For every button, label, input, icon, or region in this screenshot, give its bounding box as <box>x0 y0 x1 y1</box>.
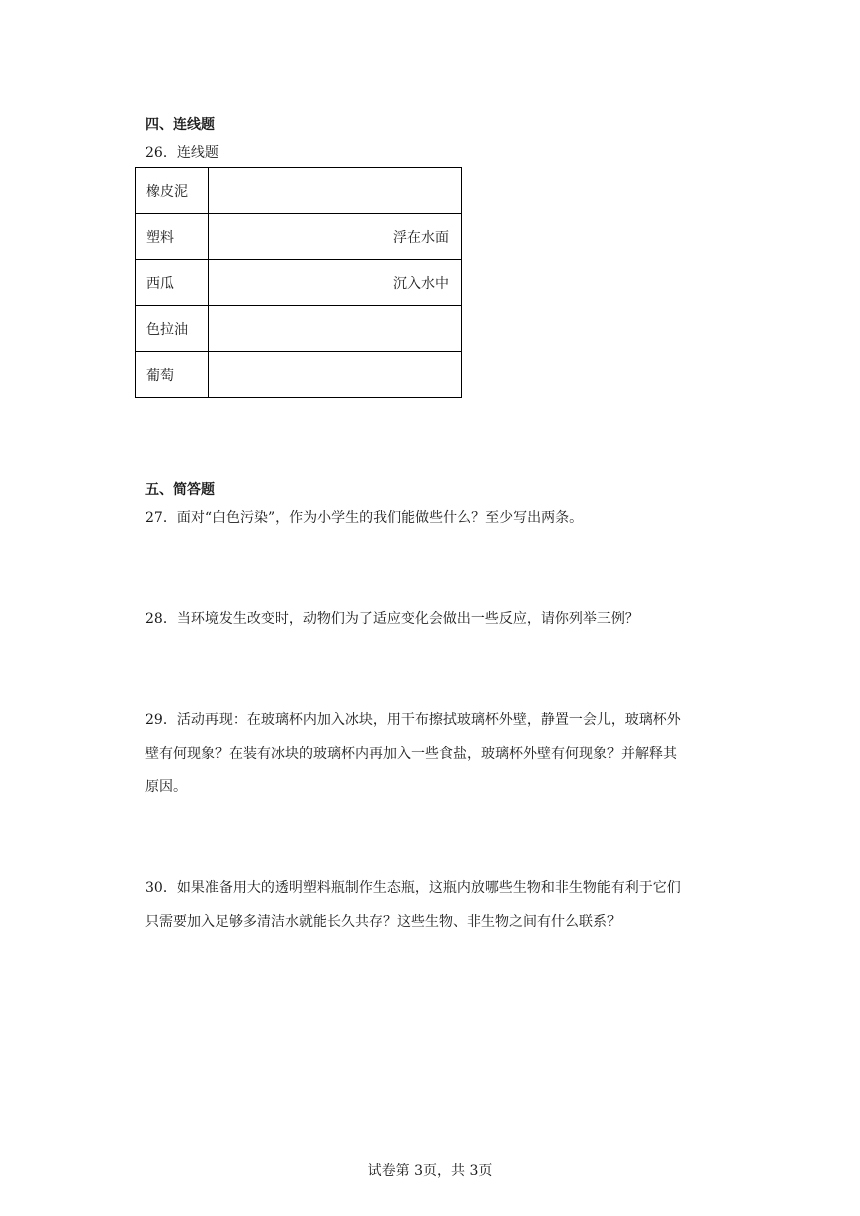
matching-option <box>209 352 462 398</box>
matching-table <box>135 167 462 398</box>
matching-item: 葡萄 <box>136 352 209 398</box>
matching-item: 色拉油 <box>136 306 209 352</box>
page-footer: 试卷第 3页，共 3页 <box>367 1163 493 1179</box>
section-heading-matching: 四、连线题 <box>145 117 215 133</box>
matching-item: 橡皮泥 <box>136 168 209 214</box>
table-row <box>136 260 462 306</box>
table-row <box>136 214 462 260</box>
question-30-line-2: 只需要加入足够多清洁水就能长久共存？这些生物、非生物之间有什么联系？ <box>145 914 621 930</box>
question-29-line-1: 29．活动再现：在玻璃杯内加入冰块，用干布擦拭玻璃杯外壁，静置一会儿，玻璃杯外 <box>145 712 681 728</box>
matching-option: 沉入水中 <box>209 260 462 306</box>
table-row <box>136 306 462 352</box>
section-heading-short-answer: 五、简答题 <box>145 482 215 498</box>
matching-item: 塑料 <box>136 214 209 260</box>
question-30-line-1: 30．如果准备用大的透明塑料瓶制作生态瓶，这瓶内放哪些生物和非生物能有利于它们 <box>145 880 681 896</box>
question-28: 28．当环境发生改变时，动物们为了适应变化会做出一些反应，请你列举三例？ <box>145 611 639 627</box>
question-27: 27．面对“白色污染”，作为小学生的我们能做些什么？至少写出两条。 <box>145 510 584 526</box>
matching-option: 浮在水面 <box>209 214 462 260</box>
question-26-label: 26．连线题 <box>145 145 219 161</box>
question-29-line-3: 原因。 <box>145 779 187 795</box>
matching-item: 西瓜 <box>136 260 209 306</box>
matching-option <box>209 306 462 352</box>
table-row <box>136 168 462 214</box>
table-row <box>136 352 462 398</box>
matching-option <box>209 168 462 214</box>
question-29-line-2: 壁有何现象？在装有冰块的玻璃杯内再加入一些食盐，玻璃杯外壁有何现象？并解释其 <box>145 746 677 762</box>
